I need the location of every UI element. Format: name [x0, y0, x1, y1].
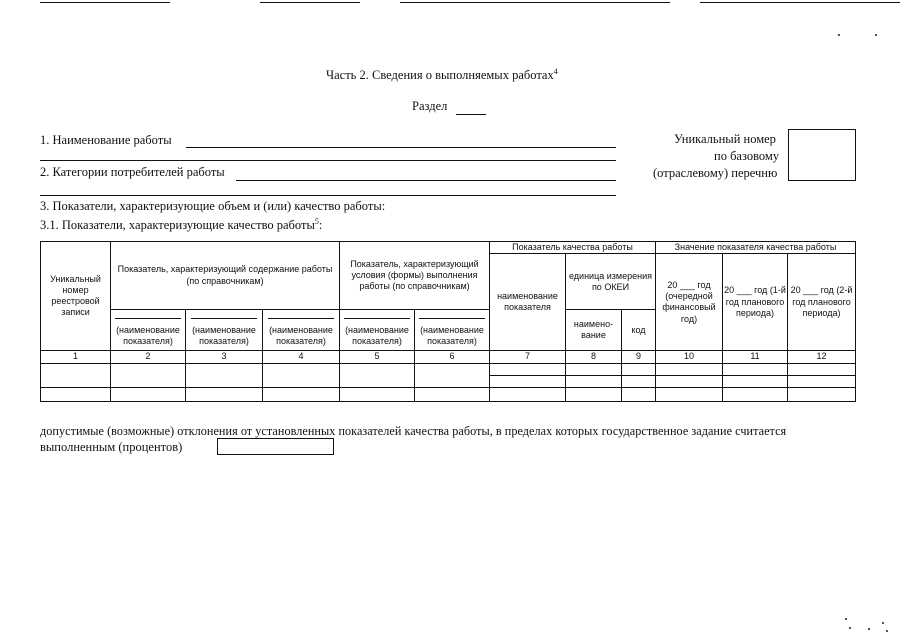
- header-unit-name: наимено-вание: [566, 310, 622, 351]
- table-cell[interactable]: [186, 387, 263, 401]
- table-cell[interactable]: [656, 375, 723, 387]
- consumers-field-line2[interactable]: [40, 195, 616, 196]
- table-row[interactable]: [41, 387, 856, 401]
- table-cell[interactable]: [566, 363, 622, 375]
- column-number: 3: [186, 351, 263, 363]
- table-cell[interactable]: [566, 387, 622, 401]
- header-year-1: 20 ___ год (очередной финансовый год): [656, 254, 723, 351]
- work-name-label: 1. Наименование работы: [40, 133, 172, 147]
- table-cell[interactable]: [566, 375, 622, 387]
- deviation-text-2: выполненным (процентов): [40, 440, 183, 454]
- table-cell[interactable]: [111, 363, 186, 387]
- table-cell[interactable]: [186, 363, 263, 387]
- header-year-3: 20 ___ год (2-й год планового периода): [788, 254, 856, 351]
- scan-speck: [845, 618, 847, 620]
- table-cell[interactable]: [656, 387, 723, 401]
- table-cell[interactable]: [340, 363, 415, 387]
- unique-number-box[interactable]: [788, 129, 856, 181]
- table-cell[interactable]: [490, 363, 566, 375]
- scan-line: [260, 2, 360, 3]
- table-cell[interactable]: [41, 387, 111, 401]
- table-cell[interactable]: [622, 363, 656, 375]
- header-conditions-indicator: Показатель, характеризующий условия (формы) выполнения работы (по справочникам): [340, 242, 490, 310]
- table-cell[interactable]: [41, 363, 111, 387]
- column-number: 11: [723, 351, 788, 363]
- table-row[interactable]: [41, 363, 856, 375]
- table-cell[interactable]: [490, 387, 566, 401]
- table-cell[interactable]: [788, 363, 856, 375]
- scan-speck: [886, 630, 888, 632]
- column-number: 7: [490, 351, 566, 363]
- header-year-2: 20 ___ год (1-й год планового периода): [723, 254, 788, 351]
- deviation-percent-box[interactable]: [217, 438, 334, 455]
- scan-speck: [882, 622, 884, 624]
- scan-speck: [838, 34, 840, 36]
- quality-indicators-table: [40, 241, 856, 402]
- header-quality-value: Значение показателя качества работы: [656, 242, 856, 254]
- indicators-label: 3. Показатели, характеризующие объем и (или) качество работы:: [40, 199, 386, 213]
- column-number: 12: [788, 351, 856, 363]
- table-cell[interactable]: [788, 387, 856, 401]
- table-cell[interactable]: [656, 363, 723, 375]
- sub-indicator-name: (наименование показателя): [415, 310, 490, 351]
- header-unit: единица измерения по ОКЕИ: [566, 254, 656, 310]
- column-number: 8: [566, 351, 622, 363]
- section-label: Раздел: [412, 99, 448, 113]
- scan-line: [40, 2, 170, 3]
- table-cell[interactable]: [490, 375, 566, 387]
- deviation-text: допустимые (возможные) отклонения от установленных показателей качества работы, в пределах которых государственное задание считается: [40, 424, 787, 438]
- column-number: 2: [111, 351, 186, 363]
- column-number: 6: [415, 351, 490, 363]
- table-cell[interactable]: [111, 387, 186, 401]
- scan-line: [700, 2, 900, 3]
- table-cell[interactable]: [723, 363, 788, 375]
- scan-speck: [875, 34, 877, 36]
- table-cell[interactable]: [340, 387, 415, 401]
- table-cell[interactable]: [622, 375, 656, 387]
- part-title: Часть 2. Сведения о выполняемых работах$^4$: [326, 67, 558, 83]
- column-number: 4: [263, 351, 340, 363]
- column-number: 5: [340, 351, 415, 363]
- unique-number-label-3: (отраслевому) перечню: [653, 166, 778, 180]
- sub-indicator-name: (наименование показателя): [186, 310, 263, 351]
- unique-number-label-2: по базовому: [714, 149, 780, 163]
- column-number: 1: [41, 351, 111, 363]
- table-cell[interactable]: [263, 387, 340, 401]
- consumers-label: 2. Категории потребителей работы: [40, 165, 225, 179]
- table-cell[interactable]: [415, 387, 490, 401]
- header-indicator-name: наименование показателя: [490, 254, 566, 351]
- column-numbers-row: [41, 351, 856, 363]
- table-cell[interactable]: [622, 387, 656, 401]
- sub-indicator-name: (наименование показателя): [263, 310, 340, 351]
- scan-speck: [849, 627, 851, 629]
- column-number: 9: [622, 351, 656, 363]
- work-name-field-line2[interactable]: [40, 160, 616, 161]
- scan-speck: [868, 628, 870, 630]
- scan-line: [400, 2, 670, 3]
- table-cell[interactable]: [723, 387, 788, 401]
- section-number-field[interactable]: [456, 114, 486, 115]
- header-quality-indicator: Показатель качества работы: [490, 242, 656, 254]
- consumers-field[interactable]: [236, 180, 616, 181]
- header-content-indicator: Показатель, характеризующий содержание работы (по справочникам): [111, 242, 340, 310]
- column-number: 10: [656, 351, 723, 363]
- table-cell[interactable]: [723, 375, 788, 387]
- unique-number-label: Уникальный номер: [674, 132, 776, 146]
- sub-indicator-name: (наименование показателя): [340, 310, 415, 351]
- header-unit-code: код: [622, 310, 656, 351]
- table-cell[interactable]: [415, 363, 490, 387]
- sub-indicator-name: (наименование показателя): [111, 310, 186, 351]
- table-cell[interactable]: [263, 363, 340, 387]
- quality-indicators-label: 3.1. Показатели, характеризующие качество работы$^5$:: [40, 217, 323, 233]
- table-cell[interactable]: [788, 375, 856, 387]
- header-unique-number: Уникальный номер реестровой записи: [41, 242, 111, 351]
- work-name-field[interactable]: [186, 147, 616, 148]
